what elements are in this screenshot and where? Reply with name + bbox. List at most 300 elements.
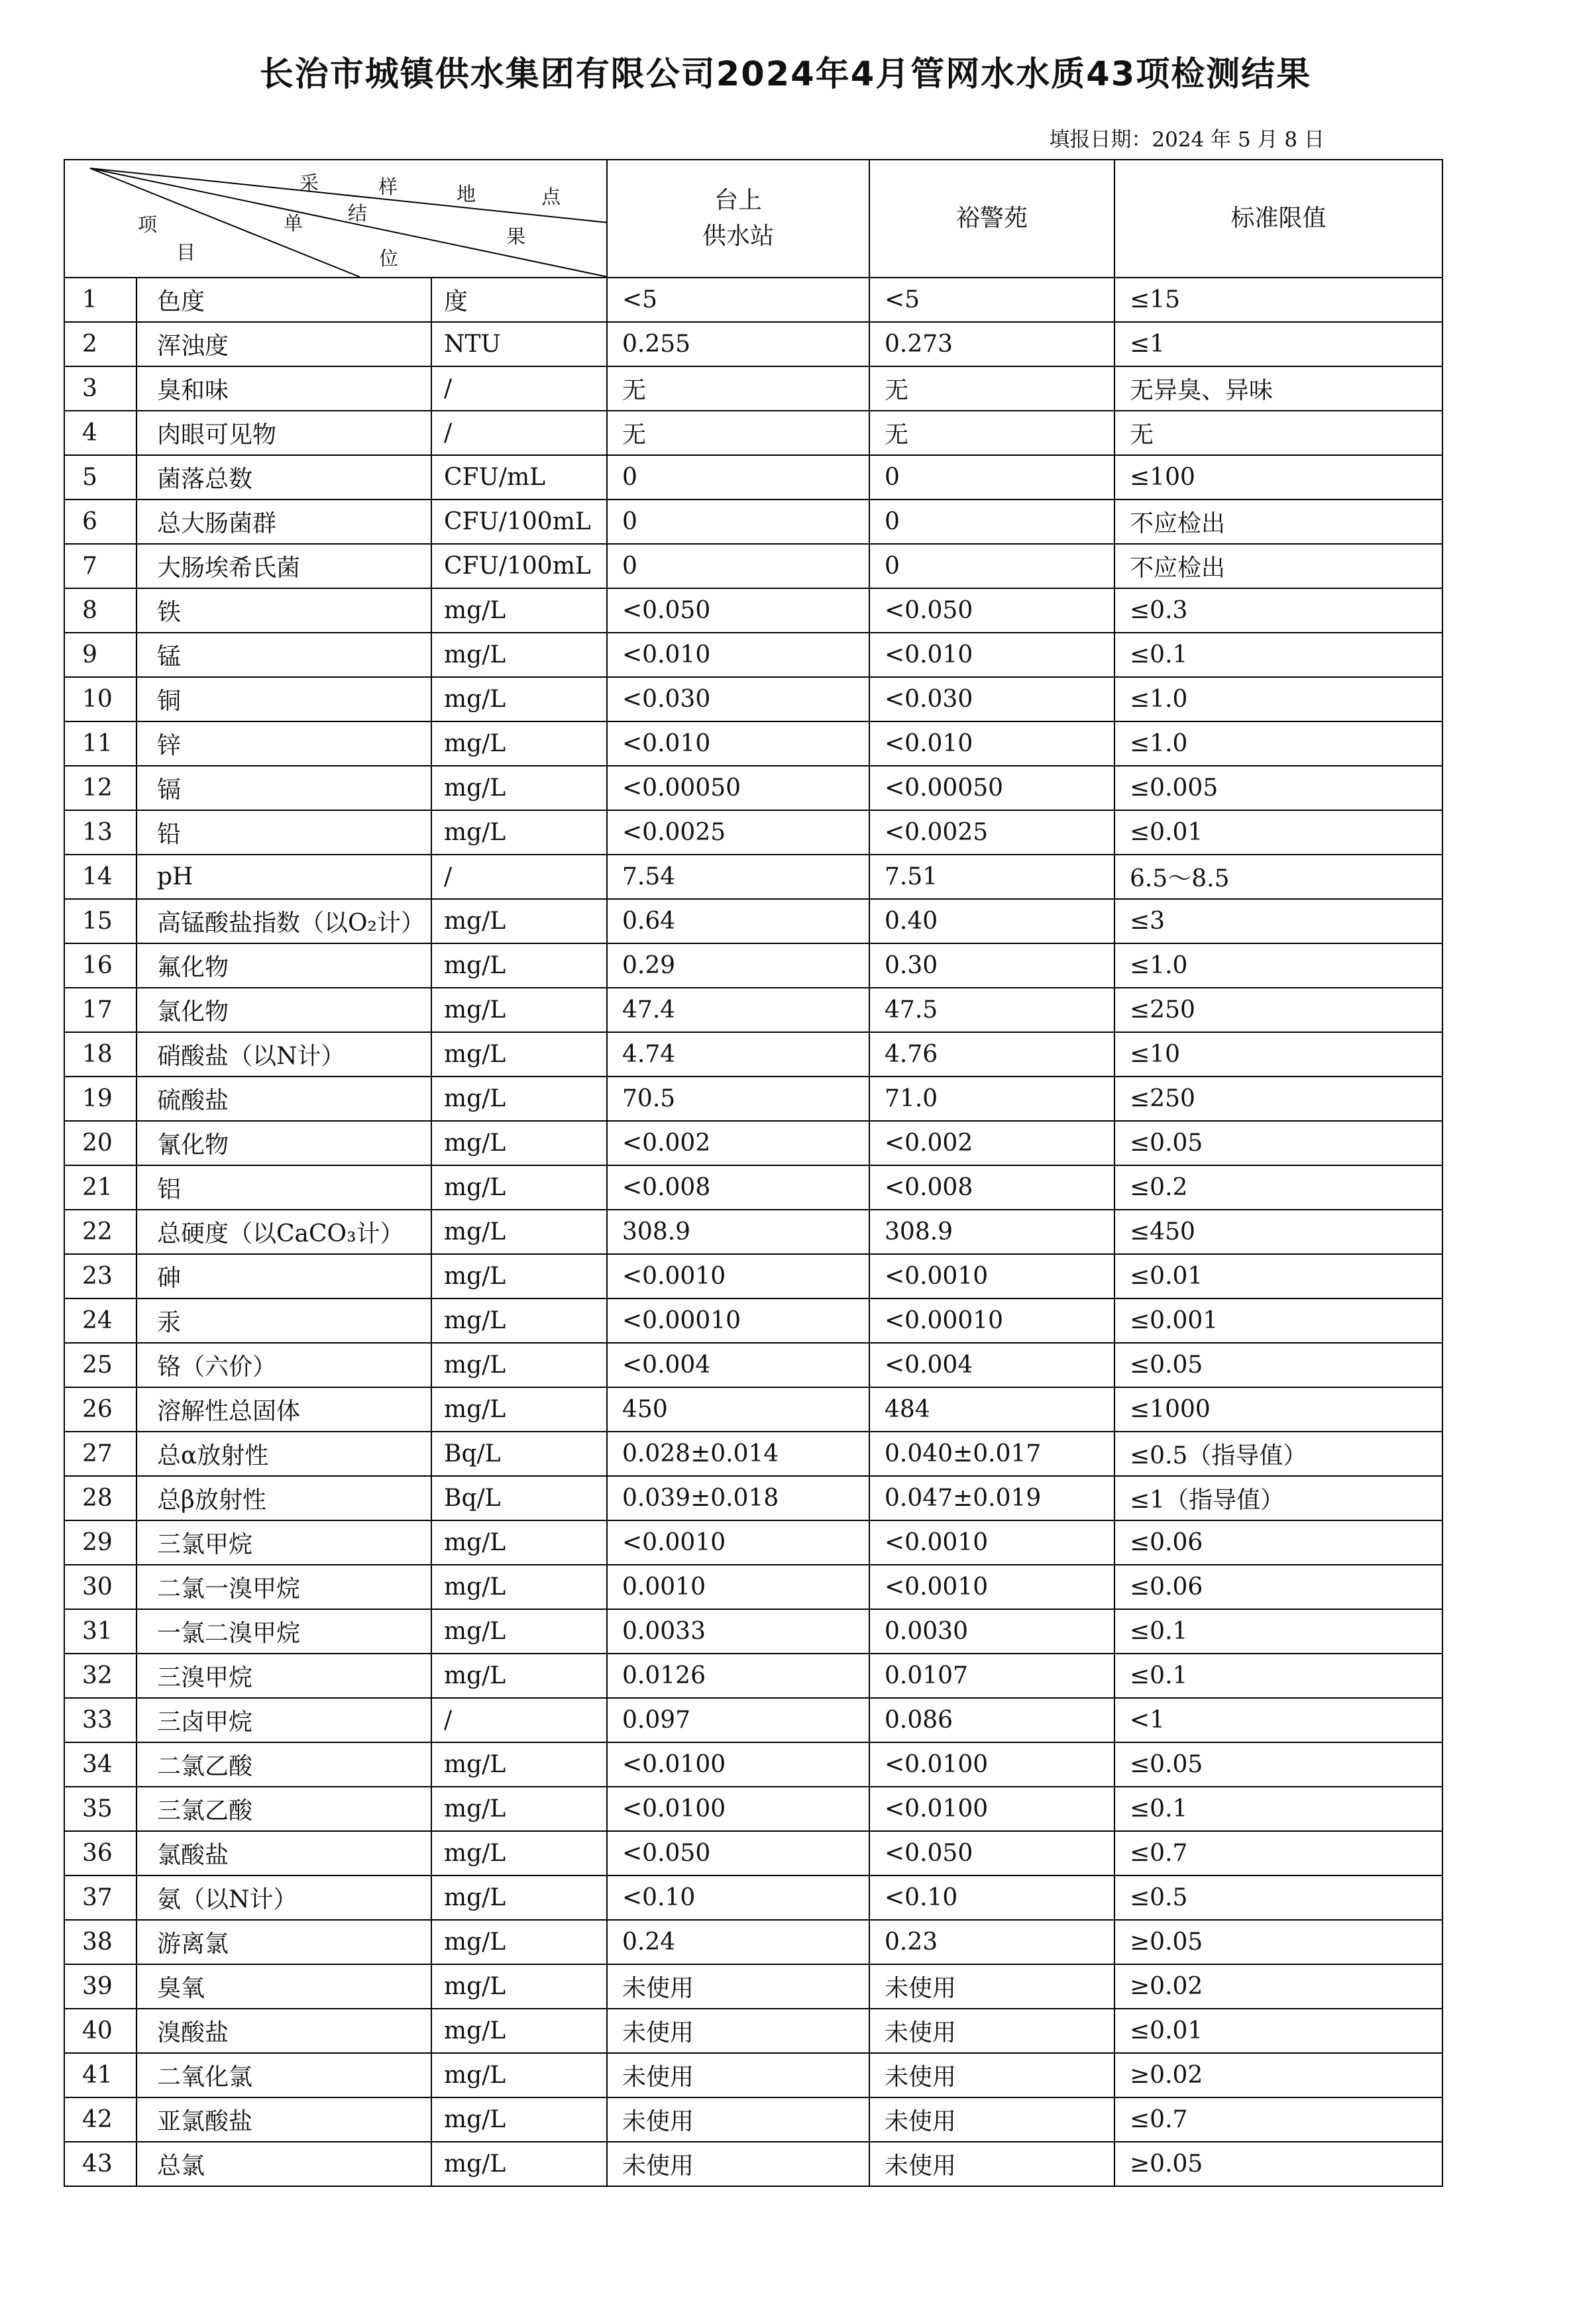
site2-value: 0 — [869, 500, 1114, 544]
item-name: 硝酸盐（以N计） — [136, 1032, 431, 1077]
report-title: 长治市城镇供水集团有限公司2024年4月管网水水质43项检测结果 — [259, 55, 1312, 94]
table-row — [64, 677, 1442, 721]
site2-value: 0 — [869, 455, 1114, 500]
row-number: 18 — [64, 1032, 136, 1077]
row-number: 16 — [64, 943, 136, 988]
item-name: 三氯甲烷 — [136, 1520, 431, 1565]
standard-limit: ≤0.2 — [1114, 1165, 1442, 1210]
site2-value: 无 — [869, 411, 1114, 455]
unit: mg/L — [431, 2097, 607, 2142]
unit: mg/L — [431, 633, 607, 677]
site1-value: <0.0100 — [607, 1787, 869, 1831]
site1-value: 47.4 — [607, 988, 869, 1032]
item-name: 三氯乙酸 — [136, 1787, 431, 1831]
table-row — [64, 1742, 1442, 1787]
standard-limit: ≤250 — [1114, 1077, 1442, 1121]
row-number: 4 — [64, 411, 136, 455]
site1-value: 308.9 — [607, 1210, 869, 1254]
site2-value: <0.002 — [869, 1121, 1114, 1165]
table-row — [64, 544, 1442, 588]
row-number: 9 — [64, 633, 136, 677]
unit: mg/L — [431, 1787, 607, 1831]
unit: CFU/mL — [431, 455, 607, 500]
item-name: 铬（六价） — [136, 1343, 431, 1387]
unit: 度 — [431, 278, 607, 322]
site1-value: <0.0100 — [607, 1742, 869, 1787]
item-name: 氯化物 — [136, 988, 431, 1032]
item-name: 溶解性总固体 — [136, 1387, 431, 1432]
item-name: 臭和味 — [136, 366, 431, 411]
site2-value: 0.23 — [869, 1920, 1114, 1964]
column-header-site1 — [607, 160, 869, 278]
unit: mg/L — [431, 1742, 607, 1787]
unit: mg/L — [431, 1165, 607, 1210]
site1-value: 0.255 — [607, 322, 869, 366]
item-name: 总氯 — [136, 2142, 431, 2186]
table-row — [64, 2097, 1442, 2142]
item-name: 硫酸盐 — [136, 1077, 431, 1121]
standard-limit: ≤0.06 — [1114, 1565, 1442, 1609]
unit: mg/L — [431, 1032, 607, 1077]
site1-value: 70.5 — [607, 1077, 869, 1121]
row-number: 34 — [64, 1742, 136, 1787]
item-name: 臭氧 — [136, 1964, 431, 2009]
table-row — [64, 366, 1442, 411]
standard-limit: 不应检出 — [1114, 544, 1442, 588]
label-item-char: 项 — [138, 213, 158, 236]
table-row — [64, 1343, 1442, 1387]
unit: mg/L — [431, 1654, 607, 1698]
standard-limit: ≤0.1 — [1114, 1787, 1442, 1831]
standard-limit: ≥0.02 — [1114, 1964, 1442, 2009]
row-number: 37 — [64, 1875, 136, 1920]
item-name: 铜 — [136, 677, 431, 721]
site1-value: <0.002 — [607, 1121, 869, 1165]
label-unit-char: 单 — [284, 212, 303, 235]
site2-value: 0.040±0.017 — [869, 1432, 1114, 1476]
site1-value: 0.097 — [607, 1698, 869, 1742]
item-name: 三溴甲烷 — [136, 1654, 431, 1698]
row-number: 40 — [64, 2009, 136, 2053]
site2-value: <0.050 — [869, 588, 1114, 633]
item-name: 氰化物 — [136, 1121, 431, 1165]
site2-value: 0.30 — [869, 943, 1114, 988]
unit: mg/L — [431, 721, 607, 766]
item-name: pH — [136, 855, 431, 899]
table-row — [64, 455, 1442, 500]
table-row — [64, 1964, 1442, 2009]
row-number: 32 — [64, 1654, 136, 1698]
site1-value: 未使用 — [607, 2009, 869, 2053]
row-number: 14 — [64, 855, 136, 899]
row-number: 26 — [64, 1387, 136, 1432]
standard-limit: ≤0.06 — [1114, 1520, 1442, 1565]
table-row — [64, 322, 1442, 366]
standard-limit: ≤0.5 — [1114, 1875, 1442, 1920]
standard-limit: ≤450 — [1114, 1210, 1442, 1254]
standard-limit: ≤1000 — [1114, 1387, 1442, 1432]
table-row — [64, 1165, 1442, 1210]
site1-value: <0.00050 — [607, 766, 869, 810]
item-name: 溴酸盐 — [136, 2009, 431, 2053]
site2-value: <0.0025 — [869, 810, 1114, 855]
item-name: 肉眼可见物 — [136, 411, 431, 455]
site1-value: <0.010 — [607, 633, 869, 677]
row-number: 20 — [64, 1121, 136, 1165]
site1-value: <0.0025 — [607, 810, 869, 855]
site1-value: <0.004 — [607, 1343, 869, 1387]
item-name: 二氯一溴甲烷 — [136, 1565, 431, 1609]
row-number: 6 — [64, 500, 136, 544]
site2-value: 未使用 — [869, 2009, 1114, 2053]
site1-value: <0.0010 — [607, 1520, 869, 1565]
site2-value: 未使用 — [869, 2142, 1114, 2186]
row-number: 42 — [64, 2097, 136, 2142]
row-number: 24 — [64, 1298, 136, 1343]
table-row — [64, 1077, 1442, 1121]
site1-value: 0.64 — [607, 899, 869, 943]
site1-value: 0 — [607, 500, 869, 544]
row-number: 23 — [64, 1254, 136, 1298]
unit: NTU — [431, 322, 607, 366]
standard-limit: ≤0.05 — [1114, 1343, 1442, 1387]
site1-value: 0.0033 — [607, 1609, 869, 1654]
site1-value: 4.74 — [607, 1032, 869, 1077]
standard-limit: ≤0.001 — [1114, 1298, 1442, 1343]
row-number: 17 — [64, 988, 136, 1032]
site1-value: 0.039±0.018 — [607, 1476, 869, 1520]
table-row — [64, 1875, 1442, 1920]
unit: mg/L — [431, 1343, 607, 1387]
table-row — [64, 988, 1442, 1032]
item-name: 氯酸盐 — [136, 1831, 431, 1875]
standard-limit: ≤0.005 — [1114, 766, 1442, 810]
results-table — [64, 159, 1443, 2187]
label-unit-char: 位 — [379, 247, 399, 270]
unit: mg/L — [431, 1920, 607, 1964]
item-name: 游离氯 — [136, 1920, 431, 1964]
standard-limit: 6.5～8.5 — [1114, 855, 1442, 899]
unit: mg/L — [431, 1298, 607, 1343]
table-row — [64, 411, 1442, 455]
label-sampling-point-char: 采 — [299, 172, 319, 194]
results-table-body — [64, 160, 1442, 2186]
standard-limit: ≤0.1 — [1114, 1609, 1442, 1654]
table-row — [64, 1210, 1442, 1254]
standard-limit: 不应检出 — [1114, 500, 1442, 544]
item-name: 高锰酸盐指数（以O₂计） — [136, 899, 431, 943]
table-row — [64, 1032, 1442, 1077]
label-sampling-point-char: 地 — [457, 183, 476, 205]
unit: mg/L — [431, 1520, 607, 1565]
table-row — [64, 943, 1442, 988]
table-row — [64, 2009, 1442, 2053]
standard-limit: ≥0.05 — [1114, 2142, 1442, 2186]
row-number: 22 — [64, 1210, 136, 1254]
site2-value: 7.51 — [869, 855, 1114, 899]
item-name: 二氧化氯 — [136, 2053, 431, 2097]
row-number: 8 — [64, 588, 136, 633]
item-name: 色度 — [136, 278, 431, 322]
site2-value: 未使用 — [869, 2053, 1114, 2097]
site2-value: 71.0 — [869, 1077, 1114, 1121]
row-number: 7 — [64, 544, 136, 588]
site1-value: 未使用 — [607, 2142, 869, 2186]
site1-value: 450 — [607, 1387, 869, 1432]
standard-limit: ≤10 — [1114, 1032, 1442, 1077]
table-row — [64, 1121, 1442, 1165]
standard-limit: 无异臭、异味 — [1114, 366, 1442, 411]
site2-value: 0.0030 — [869, 1609, 1114, 1654]
unit: mg/L — [431, 588, 607, 633]
item-name: 菌落总数 — [136, 455, 431, 500]
row-number: 31 — [64, 1609, 136, 1654]
site1-value: <0.030 — [607, 677, 869, 721]
site1-value: <0.00010 — [607, 1298, 869, 1343]
site2-value: <0.010 — [869, 633, 1114, 677]
standard-limit: ≤0.7 — [1114, 1831, 1442, 1875]
standard-limit: <1 — [1114, 1698, 1442, 1742]
row-number: 27 — [64, 1432, 136, 1476]
table-row — [64, 633, 1442, 677]
standard-limit: ≤0.05 — [1114, 1121, 1442, 1165]
table-row — [64, 1476, 1442, 1520]
unit: mg/L — [431, 1387, 607, 1432]
site2-value: 308.9 — [869, 1210, 1114, 1254]
site2-value: <0.0010 — [869, 1254, 1114, 1298]
site1-value: 未使用 — [607, 2053, 869, 2097]
row-number: 12 — [64, 766, 136, 810]
table-header-row — [64, 160, 1442, 278]
unit: / — [431, 366, 607, 411]
table-row — [64, 1298, 1442, 1343]
column-header-standard: 标准限值 — [1114, 160, 1442, 278]
table-row — [64, 500, 1442, 544]
item-name: 氟化物 — [136, 943, 431, 988]
row-number: 41 — [64, 2053, 136, 2097]
site2-value: 0.086 — [869, 1698, 1114, 1742]
unit: mg/L — [431, 1210, 607, 1254]
standard-limit: ≤0.05 — [1114, 1742, 1442, 1787]
unit: mg/L — [431, 899, 607, 943]
item-name: 三卤甲烷 — [136, 1698, 431, 1742]
site1-value: 未使用 — [607, 2097, 869, 2142]
standard-limit: ≤0.01 — [1114, 1254, 1442, 1298]
table-row — [64, 2053, 1442, 2097]
site1-value: <0.10 — [607, 1875, 869, 1920]
site1-value: 0 — [607, 455, 869, 500]
site2-value: <0.050 — [869, 1831, 1114, 1875]
table-row — [64, 1787, 1442, 1831]
row-number: 19 — [64, 1077, 136, 1121]
unit: mg/L — [431, 2142, 607, 2186]
site2-value: 未使用 — [869, 1964, 1114, 2009]
item-name: 总β放射性 — [136, 1476, 431, 1520]
standard-limit: ≤0.1 — [1114, 1654, 1442, 1698]
table-row — [64, 855, 1442, 899]
label-sampling-point-char: 点 — [541, 185, 561, 208]
unit: CFU/100mL — [431, 544, 607, 588]
site1-value: 0.0126 — [607, 1654, 869, 1698]
site2-value: 0 — [869, 544, 1114, 588]
table-row — [64, 1920, 1442, 1964]
standard-limit: ≤1.0 — [1114, 721, 1442, 766]
site1-name-line: 供水站 — [702, 223, 775, 250]
row-number: 30 — [64, 1565, 136, 1609]
site1-value: <0.050 — [607, 1831, 869, 1875]
site2-value: <0.00010 — [869, 1298, 1114, 1343]
standard-limit: ≤0.3 — [1114, 588, 1442, 633]
site1-name-line: 台上 — [714, 187, 763, 214]
unit: mg/L — [431, 677, 607, 721]
fill-date: 填报日期：2024 年 5 月 8 日 — [1049, 128, 1325, 152]
label-item-char: 目 — [176, 241, 196, 264]
column-header-site2: 裕警苑 — [869, 160, 1114, 278]
item-name: 镉 — [136, 766, 431, 810]
site1-value: <5 — [607, 278, 869, 322]
site2-value: 无 — [869, 366, 1114, 411]
site2-value: <0.008 — [869, 1165, 1114, 1210]
unit: mg/L — [431, 2053, 607, 2097]
standard-limit: ≤0.1 — [1114, 633, 1442, 677]
unit: CFU/100mL — [431, 500, 607, 544]
item-name: 氨（以N计） — [136, 1875, 431, 1920]
site2-value: <0.00050 — [869, 766, 1114, 810]
site1-value: 0 — [607, 544, 869, 588]
site1-value: 0.24 — [607, 1920, 869, 1964]
site2-value: <0.0010 — [869, 1565, 1114, 1609]
site1-value: <0.0010 — [607, 1254, 869, 1298]
standard-limit: ≤0.7 — [1114, 2097, 1442, 2142]
table-row — [64, 810, 1442, 855]
site1-value: 无 — [607, 411, 869, 455]
standard-limit: ≤1 — [1114, 322, 1442, 366]
row-number: 3 — [64, 366, 136, 411]
site1-value: 无 — [607, 366, 869, 411]
site2-value: 0.40 — [869, 899, 1114, 943]
item-name: 二氯乙酸 — [136, 1742, 431, 1787]
item-name: 铁 — [136, 588, 431, 633]
label-result-char: 结 — [348, 202, 368, 225]
label-result-char: 果 — [506, 225, 526, 248]
standard-limit: ≤1（指导值） — [1114, 1476, 1442, 1520]
site2-value: <0.010 — [869, 721, 1114, 766]
row-number: 15 — [64, 899, 136, 943]
site2-value: <0.030 — [869, 677, 1114, 721]
table-row — [64, 1254, 1442, 1298]
standard-limit: ≤15 — [1114, 278, 1442, 322]
row-number: 43 — [64, 2142, 136, 2186]
standard-limit: ≤0.5（指导值） — [1114, 1432, 1442, 1476]
row-number: 28 — [64, 1476, 136, 1520]
item-name: 锌 — [136, 721, 431, 766]
site2-value: 0.047±0.019 — [869, 1476, 1114, 1520]
site1-value: 0.028±0.014 — [607, 1432, 869, 1476]
table-row — [64, 766, 1442, 810]
site1-value: 0.29 — [607, 943, 869, 988]
table-row — [64, 1565, 1442, 1609]
unit: / — [431, 855, 607, 899]
standard-limit: ≤100 — [1114, 455, 1442, 500]
table-row — [64, 1831, 1442, 1875]
standard-limit: ≤3 — [1114, 899, 1442, 943]
row-number: 33 — [64, 1698, 136, 1742]
site2-value: 47.5 — [869, 988, 1114, 1032]
unit: mg/L — [431, 943, 607, 988]
site1-value: 未使用 — [607, 1964, 869, 2009]
unit: mg/L — [431, 1609, 607, 1654]
table-row — [64, 1432, 1442, 1476]
site2-value: <5 — [869, 278, 1114, 322]
site1-value: <0.008 — [607, 1165, 869, 1210]
unit: mg/L — [431, 1831, 607, 1875]
unit: mg/L — [431, 2009, 607, 2053]
site1-value: 0.0010 — [607, 1565, 869, 1609]
item-name: 铝 — [136, 1165, 431, 1210]
site2-value: <0.004 — [869, 1343, 1114, 1387]
row-number: 10 — [64, 677, 136, 721]
row-number: 29 — [64, 1520, 136, 1565]
unit: mg/L — [431, 1875, 607, 1920]
unit: Bq/L — [431, 1476, 607, 1520]
unit: mg/L — [431, 766, 607, 810]
row-number: 21 — [64, 1165, 136, 1210]
site1-value: <0.010 — [607, 721, 869, 766]
item-name: 总α放射性 — [136, 1432, 431, 1476]
unit: mg/L — [431, 1121, 607, 1165]
table-row — [64, 2142, 1442, 2186]
item-name: 大肠埃希氏菌 — [136, 544, 431, 588]
item-name: 一氯二溴甲烷 — [136, 1609, 431, 1654]
row-number: 25 — [64, 1343, 136, 1387]
site2-value: 未使用 — [869, 2097, 1114, 2142]
item-name: 锰 — [136, 633, 431, 677]
row-number: 1 — [64, 278, 136, 322]
table-row — [64, 1520, 1442, 1565]
row-number: 36 — [64, 1831, 136, 1875]
unit: / — [431, 411, 607, 455]
table-row — [64, 588, 1442, 633]
site2-value: <0.0010 — [869, 1520, 1114, 1565]
unit: mg/L — [431, 988, 607, 1032]
row-number: 35 — [64, 1787, 136, 1831]
item-name: 砷 — [136, 1254, 431, 1298]
row-number: 5 — [64, 455, 136, 500]
row-number: 2 — [64, 322, 136, 366]
standard-limit: ≥0.05 — [1114, 1920, 1442, 1964]
table-row — [64, 1609, 1442, 1654]
site2-value: <0.0100 — [869, 1787, 1114, 1831]
site2-value: 4.76 — [869, 1032, 1114, 1077]
item-name: 浑浊度 — [136, 322, 431, 366]
table-row — [64, 1698, 1442, 1742]
unit: mg/L — [431, 1254, 607, 1298]
table-row — [64, 278, 1442, 322]
row-number: 39 — [64, 1964, 136, 2009]
diagonal-header-cell — [64, 160, 607, 278]
unit: mg/L — [431, 810, 607, 855]
standard-limit: ≤1.0 — [1114, 943, 1442, 988]
site2-value: 0.0107 — [869, 1654, 1114, 1698]
item-name: 汞 — [136, 1298, 431, 1343]
site2-value: <0.10 — [869, 1875, 1114, 1920]
site2-value: <0.0100 — [869, 1742, 1114, 1787]
table-row — [64, 1654, 1442, 1698]
item-name: 亚氯酸盐 — [136, 2097, 431, 2142]
item-name: 总大肠菌群 — [136, 500, 431, 544]
standard-limit: ≤250 — [1114, 988, 1442, 1032]
site1-value: 7.54 — [607, 855, 869, 899]
